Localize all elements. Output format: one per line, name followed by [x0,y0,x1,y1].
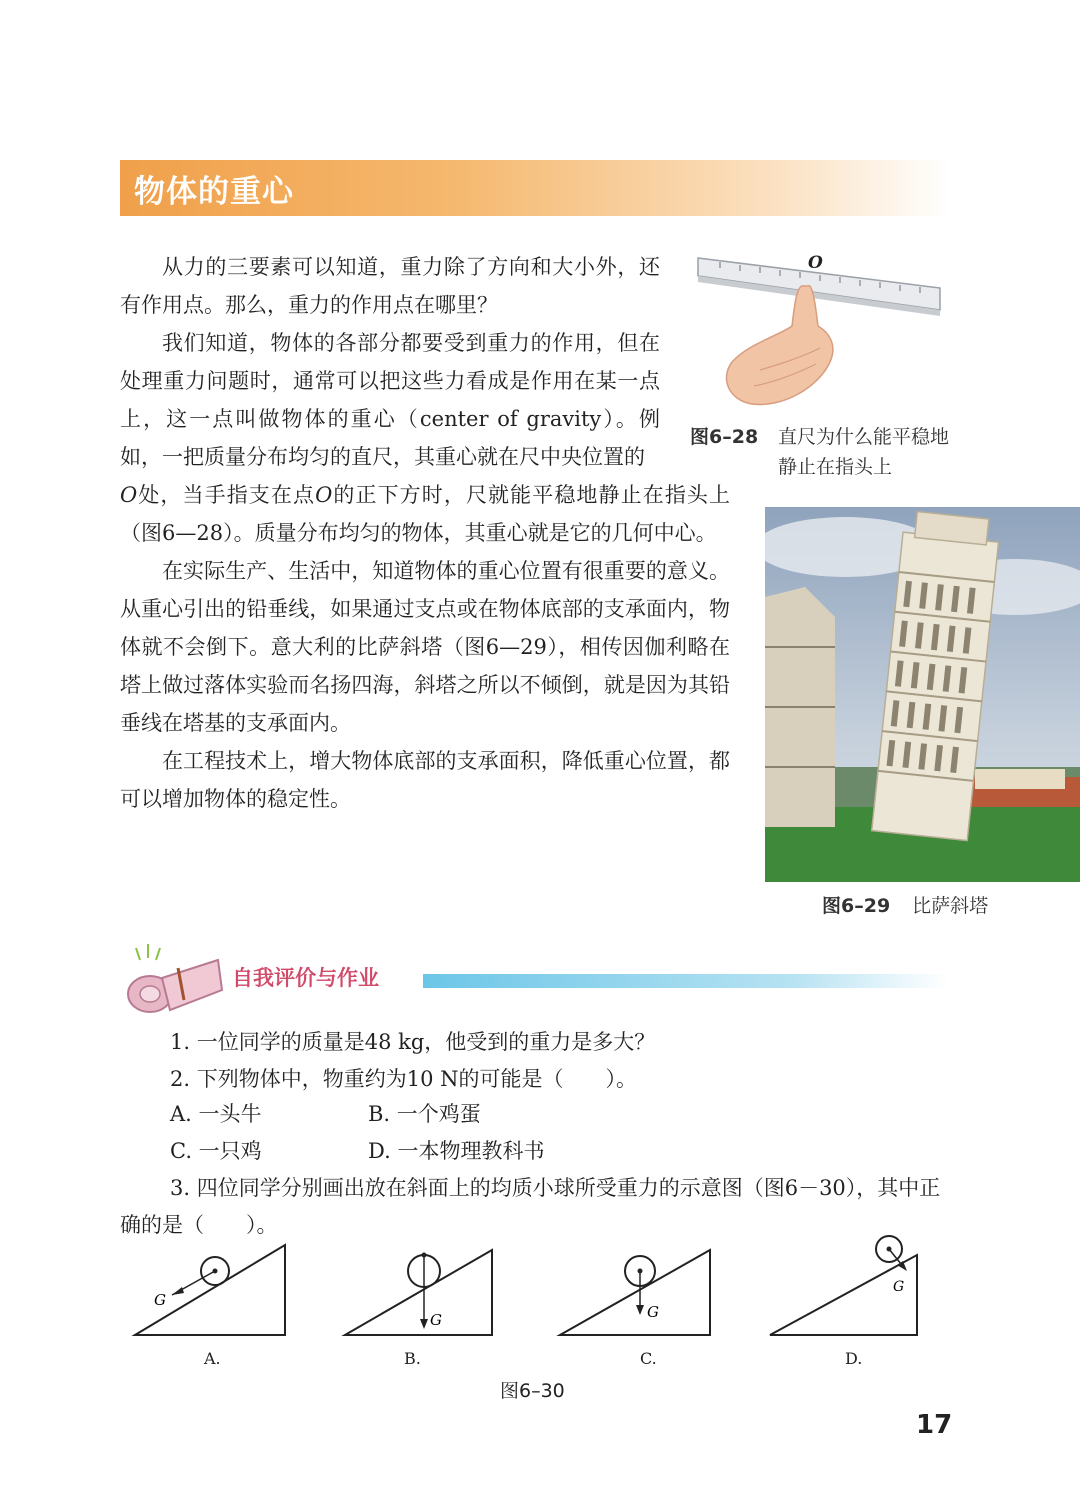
point-o-symbol-1: O [120,483,138,507]
ruler-center-label: O [808,253,823,273]
diagram-label-b: B. [404,1349,421,1368]
force-label-c: G [647,1303,659,1321]
incline-diagram-b [340,1235,520,1345]
paragraph-4: 在工程技术上，增大物体底部的支承面积，降低重心位置，都可以增加物体的稳定性。 [120,749,730,811]
question-3: 3. 四位同学分别画出放在斜面上的均质小球所受重力的示意图（图6－30），其中正确的是（ ）。 [120,1176,941,1237]
force-label-b: G [430,1311,442,1329]
figure-6-29-caption-line [822,891,988,918]
figure-6-28-caption: 直尺为什么能平稳地静止在指头上 [778,426,950,478]
hand-finger [726,286,832,405]
question-2-option-a: A. 一头牛 [170,1102,262,1126]
body-text-lower [120,476,730,818]
paragraph-2-text: 我们知道，物体的各部分都要受到重力的作用，但在处理重力问题时，通常可以把这些力看成是作用在某一点上，这一点叫做物体的重心（center of gravity）。例如，一把质量分布均匀的直尺，其重心就在尺中央位置的 [120,331,660,469]
leaning-tower-of-pisa-photo [765,507,1080,882]
paragraph-2-mid: 处，当手指支在点 [137,483,316,507]
figure-6-30-label: 图6–30 [500,1380,565,1402]
figure-6-29-label: 图6–29 [822,895,891,917]
question-2-option-c: C. 一只鸡 [170,1139,262,1163]
figure-6-28-label: 图6–28 [690,426,759,448]
diagram-label-a: A. [204,1349,221,1368]
question-2-option-b: B. 一个鸡蛋 [368,1102,481,1126]
page-number: 17 [916,1410,953,1440]
paragraph-1: 从力的三要素可以知道，重力除了方向和大小外，还有作用点。那么，重力的作用点在哪里？ [120,255,660,317]
scroll-icon [128,944,222,1012]
paragraph-2-tail [120,476,730,552]
section-title: 物体的重心 [134,174,294,210]
figure-6-29-caption: 比萨斜塔 [912,895,989,917]
question-2: 2. 下列物体中，物重约为10 N的可能是（ ）。 [170,1067,637,1091]
question-2-option-d: D. 一本物理教科书 [368,1139,545,1163]
incline-diagram-c [555,1235,735,1345]
point-o-symbol-2: O [315,483,333,507]
ruler-on-finger-figure [690,240,960,415]
incline-diagram-a [130,1235,310,1345]
paragraph-2-start [120,324,660,476]
force-label-d: G [893,1279,905,1295]
paragraph-2-end: 的正下方时，尺就能平稳地静止在指头上（图6—28）。质量分布均匀的物体，其重心就是它的几何中心。 [120,483,731,545]
body-text-upper [120,248,660,476]
diagram-label-d: D. [845,1349,863,1368]
incline-diagram-d [765,1235,945,1345]
paragraph-3: 在实际生产、生活中，知道物体的重心位置有很重要的意义。从重心引出的铅垂线，如果通过支点或在物体底部的支承面内，物体就不会倒下。意大利的比萨斜塔（图6—29），相传因伽利略在塔上做过落体实验而名扬四海，斜塔之所以不倾倒，就是因为其铅垂线在塔基的支承面内。 [120,559,730,735]
force-label-a: G [154,1291,166,1309]
self-evaluation-title: 自我评价与作业 [232,966,379,990]
question-1: 1. 一位同学的质量是48 kg，他受到的重力是多大？ [170,1030,656,1054]
diagram-label-c: C. [640,1349,657,1368]
